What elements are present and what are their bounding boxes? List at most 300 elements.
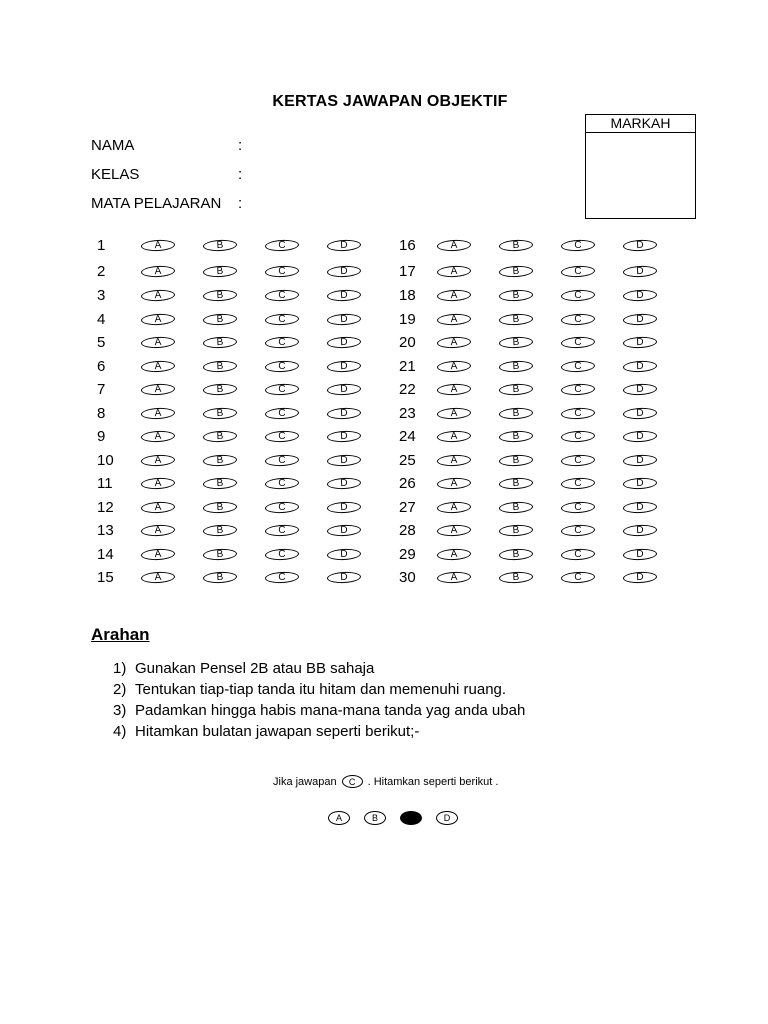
question-number: 19	[399, 311, 416, 328]
answer-bubble-c[interactable]	[265, 239, 300, 252]
answer-bubble-b[interactable]	[203, 289, 238, 302]
bubble-letter: C	[278, 360, 286, 372]
answer-bubble-d[interactable]	[327, 360, 362, 373]
field-label-mata-pelajaran: MATA PELAJARAN	[91, 195, 222, 212]
answer-bubble-d[interactable]	[623, 454, 658, 467]
bubble-letter: A	[450, 360, 458, 372]
bubble-letter: A	[450, 477, 458, 489]
bubble-letter: A	[154, 265, 162, 277]
bubble-letter: D	[636, 454, 644, 466]
answer-bubble-b[interactable]	[499, 524, 534, 537]
bubble-letter: B	[512, 548, 520, 560]
bubble-letter: D	[340, 360, 348, 372]
answer-bubble-a[interactable]	[437, 239, 472, 252]
question-number: 29	[399, 546, 416, 563]
answer-bubble-a[interactable]	[141, 265, 176, 278]
bubble-letter: D	[340, 383, 348, 395]
answer-bubble-a[interactable]	[141, 454, 176, 467]
question-number: 26	[399, 475, 416, 492]
question-number: 15	[97, 569, 114, 586]
answer-bubble-b[interactable]	[203, 524, 238, 537]
bubble-letter: C	[574, 571, 582, 583]
answer-bubble-a[interactable]	[141, 430, 176, 443]
bubble-letter: C	[574, 501, 582, 513]
question-number: 8	[97, 405, 106, 422]
answer-bubble-a[interactable]	[437, 454, 472, 467]
bubble-letter: A	[154, 477, 162, 489]
answer-bubble-b[interactable]	[203, 548, 238, 561]
answer-bubble-a[interactable]	[141, 289, 176, 302]
bubble-letter: C	[574, 477, 582, 489]
bubble-letter: D	[636, 265, 644, 277]
answer-bubble-b[interactable]	[499, 289, 534, 302]
answer-bubble-d[interactable]	[327, 430, 362, 443]
bubble-letter: A	[450, 501, 458, 513]
question-number: 13	[97, 522, 114, 539]
answer-bubble-d[interactable]	[327, 265, 362, 278]
answer-bubble-c[interactable]	[265, 477, 300, 490]
answer-bubble-a[interactable]	[437, 289, 472, 302]
answer-bubble-d[interactable]	[623, 477, 658, 490]
bubble-letter: A	[154, 430, 162, 442]
instruction-item	[113, 723, 419, 740]
bubble-letter: C	[278, 265, 286, 277]
bubble-letter: B	[216, 430, 224, 442]
demo-bubble-b	[364, 811, 386, 825]
bubble-letter: B	[512, 477, 520, 489]
bubble-letter: C	[574, 313, 582, 325]
bubble-letter: B	[216, 477, 224, 489]
question-number: 21	[399, 358, 416, 375]
answer-bubble-a[interactable]	[141, 239, 176, 252]
question-number: 2	[97, 263, 106, 280]
bubble-letter: A	[154, 501, 162, 513]
answer-bubble-b[interactable]	[203, 239, 238, 252]
instruction-item	[113, 702, 525, 719]
answer-bubble-d[interactable]	[623, 571, 658, 584]
markah-label: MARKAH	[586, 115, 695, 133]
bubble-letter: D	[636, 571, 644, 583]
example-line	[273, 775, 498, 788]
answer-bubble-b[interactable]	[203, 454, 238, 467]
bubble-letter: B	[512, 430, 520, 442]
answer-bubble-b[interactable]	[203, 477, 238, 490]
answer-bubble-c[interactable]	[265, 454, 300, 467]
answer-bubble-c[interactable]	[265, 336, 300, 349]
bubble-letter: D	[636, 336, 644, 348]
answer-bubble-d[interactable]	[623, 548, 658, 561]
field-colon-mata-pelajaran: :	[238, 195, 243, 212]
bubble-letter: A	[450, 313, 458, 325]
answer-bubble-c[interactable]	[265, 265, 300, 278]
answer-bubble-d[interactable]	[327, 477, 362, 490]
answer-bubble-a[interactable]	[437, 548, 472, 561]
bubble-letter: D	[636, 239, 644, 251]
answer-bubble-b[interactable]	[203, 571, 238, 584]
bubble-letter: D	[340, 524, 348, 536]
bubble-letter: B	[512, 336, 520, 348]
answer-bubble-d[interactable]	[327, 239, 362, 252]
question-number: 23	[399, 405, 416, 422]
bubble-letter: D	[636, 430, 644, 442]
bubble-letter: D	[340, 336, 348, 348]
answer-bubble-a[interactable]	[141, 383, 176, 396]
question-number: 7	[97, 381, 106, 398]
answer-bubble-b[interactable]	[499, 430, 534, 443]
bubble-letter: D	[340, 477, 348, 489]
bubble-letter: A	[450, 524, 458, 536]
answer-bubble-b[interactable]	[499, 477, 534, 490]
answer-bubble-c[interactable]	[561, 383, 596, 396]
answer-bubble-d[interactable]	[623, 265, 658, 278]
answer-bubble-b[interactable]	[203, 407, 238, 420]
question-number: 9	[97, 428, 106, 445]
answer-bubble-b[interactable]	[203, 501, 238, 514]
bubble-letter: C	[278, 430, 286, 442]
demo-bubble-a	[328, 811, 350, 825]
answer-bubble-c[interactable]	[561, 360, 596, 373]
answer-bubble-d[interactable]	[623, 336, 658, 349]
bubble-letter: D	[636, 407, 644, 419]
demo-bubble-c-filled	[400, 811, 422, 825]
demo-letter: A	[335, 813, 342, 823]
answer-bubble-a[interactable]	[437, 407, 472, 420]
bubble-letter: A	[450, 383, 458, 395]
answer-bubble-c[interactable]	[265, 571, 300, 584]
markah-box	[585, 114, 696, 219]
answer-bubble-a[interactable]	[437, 313, 472, 326]
example-answer-bubble	[342, 775, 363, 788]
bubble-letter: A	[450, 571, 458, 583]
answer-bubble-a[interactable]	[437, 477, 472, 490]
instruction-item	[113, 660, 374, 677]
answer-bubble-b[interactable]	[499, 360, 534, 373]
bubble-letter: C	[574, 524, 582, 536]
bubble-letter: A	[154, 524, 162, 536]
example-prefix: Jika jawapan	[273, 775, 337, 788]
question-number: 16	[399, 237, 416, 254]
bubble-letter: A	[450, 239, 458, 251]
answer-bubble-c[interactable]	[265, 524, 300, 537]
answer-bubble-c[interactable]	[561, 265, 596, 278]
bubble-letter: B	[216, 360, 224, 372]
answer-bubble-d[interactable]	[327, 524, 362, 537]
bubble-letter: C	[574, 383, 582, 395]
bubble-letter: B	[216, 524, 224, 536]
answer-bubble-a[interactable]	[141, 313, 176, 326]
question-number: 4	[97, 311, 106, 328]
answer-bubble-d[interactable]	[623, 383, 658, 396]
field-colon-kelas: :	[238, 166, 243, 183]
bubble-letter: B	[216, 571, 224, 583]
bubble-letter: C	[574, 289, 582, 301]
bubble-letter: A	[154, 239, 162, 251]
answer-bubble-a[interactable]	[437, 336, 472, 349]
bubble-letter: B	[216, 407, 224, 419]
answer-bubble-a[interactable]	[141, 336, 176, 349]
bubble-letter: A	[154, 407, 162, 419]
bubble-letter: B	[512, 571, 520, 583]
question-number: 27	[399, 499, 416, 516]
instruction-number: 2)	[113, 681, 127, 698]
answer-bubble-d[interactable]	[623, 407, 658, 420]
answer-bubble-c[interactable]	[561, 289, 596, 302]
markah-score-area[interactable]	[586, 133, 695, 218]
bubble-letter: C	[278, 524, 286, 536]
bubble-letter: B	[512, 524, 520, 536]
bubble-letter: B	[512, 407, 520, 419]
answer-bubble-c[interactable]	[265, 501, 300, 514]
question-number: 3	[97, 287, 106, 304]
answer-bubble-b[interactable]	[499, 336, 534, 349]
answer-bubble-b[interactable]	[499, 454, 534, 467]
answer-bubble-d[interactable]	[327, 383, 362, 396]
answer-bubble-b[interactable]	[499, 239, 534, 252]
answer-bubble-a[interactable]	[437, 571, 472, 584]
answer-bubble-a[interactable]	[437, 265, 472, 278]
bubble-letter: D	[340, 407, 348, 419]
answer-bubble-d[interactable]	[327, 548, 362, 561]
question-number: 12	[97, 499, 114, 516]
question-number: 17	[399, 263, 416, 280]
answer-bubble-a[interactable]	[141, 407, 176, 420]
bubble-letter: A	[450, 430, 458, 442]
bubble-letter: B	[512, 501, 520, 513]
question-number: 5	[97, 334, 106, 351]
question-number: 24	[399, 428, 416, 445]
question-number: 14	[97, 546, 114, 563]
answer-bubble-a[interactable]	[437, 524, 472, 537]
bubble-letter: A	[154, 454, 162, 466]
bubble-letter: A	[450, 454, 458, 466]
bubble-letter: C	[574, 239, 582, 251]
bubble-letter: B	[216, 383, 224, 395]
bubble-letter: C	[574, 548, 582, 560]
bubble-letter: C	[574, 360, 582, 372]
answer-bubble-c[interactable]	[561, 407, 596, 420]
instruction-text: Hitamkan bulatan jawapan seperti berikut;-	[135, 723, 420, 740]
bubble-letter: B	[512, 454, 520, 466]
answer-bubble-a[interactable]	[437, 360, 472, 373]
bubble-letter: C	[278, 477, 286, 489]
bubble-letter: A	[154, 313, 162, 325]
bubble-letter: B	[216, 265, 224, 277]
instruction-text: Tentukan tiap-tiap tanda itu hitam dan memenuhi ruang.	[135, 681, 507, 698]
bubble-letter: A	[154, 289, 162, 301]
bubble-letter: D	[340, 313, 348, 325]
bubble-letter: C	[574, 265, 582, 277]
bubble-letter: C	[278, 289, 286, 301]
answer-bubble-c[interactable]	[561, 454, 596, 467]
question-number: 30	[399, 569, 416, 586]
answer-bubble-d[interactable]	[327, 501, 362, 514]
bubble-letter: B	[512, 289, 520, 301]
example-suffix: . Hitamkan seperti berikut .	[367, 775, 499, 788]
bubble-letter: B	[216, 501, 224, 513]
answer-bubble-d[interactable]	[327, 289, 362, 302]
answer-bubble-c[interactable]	[265, 407, 300, 420]
bubble-letter: B	[512, 313, 520, 325]
bubble-letter: C	[278, 336, 286, 348]
bubble-letter: C	[574, 407, 582, 419]
bubble-letter: B	[216, 454, 224, 466]
bubble-letter: D	[636, 289, 644, 301]
answer-bubble-c[interactable]	[561, 430, 596, 443]
demo-letter: D	[443, 813, 451, 823]
answer-bubble-b[interactable]	[499, 265, 534, 278]
answer-bubble-d[interactable]	[327, 571, 362, 584]
answer-bubble-c[interactable]	[265, 360, 300, 373]
answer-bubble-c[interactable]	[561, 477, 596, 490]
answer-bubble-c[interactable]	[561, 239, 596, 252]
bubble-letter: D	[636, 548, 644, 560]
answer-bubble-c[interactable]	[561, 313, 596, 326]
answer-bubble-d[interactable]	[623, 289, 658, 302]
bubble-letter: A	[154, 571, 162, 583]
answer-bubble-a[interactable]	[141, 548, 176, 561]
answer-bubble-a[interactable]	[437, 501, 472, 514]
bubble-letter: B	[216, 239, 224, 251]
bubble-letter: D	[636, 501, 644, 513]
answer-bubble-b[interactable]	[203, 430, 238, 443]
instruction-number: 3)	[113, 702, 127, 719]
answer-bubble-d[interactable]	[623, 430, 658, 443]
answer-bubble-a[interactable]	[141, 571, 176, 584]
field-colon-nama: :	[238, 137, 243, 154]
answer-bubble-b[interactable]	[203, 313, 238, 326]
answer-bubble-d[interactable]	[327, 454, 362, 467]
answer-bubble-b[interactable]	[499, 383, 534, 396]
bubble-letter: D	[340, 289, 348, 301]
answer-bubble-d[interactable]	[623, 524, 658, 537]
bubble-letter: B	[216, 289, 224, 301]
bubble-letter: D	[340, 571, 348, 583]
question-number: 22	[399, 381, 416, 398]
answer-bubble-c[interactable]	[265, 548, 300, 561]
bubble-letter: B	[216, 313, 224, 325]
answer-bubble-c[interactable]	[265, 383, 300, 396]
answer-bubble-b[interactable]	[499, 501, 534, 514]
answer-bubble-d[interactable]	[623, 239, 658, 252]
bubble-letter: A	[154, 548, 162, 560]
bubble-letter: B	[216, 336, 224, 348]
bubble-letter: C	[278, 454, 286, 466]
answer-bubble-c[interactable]	[561, 501, 596, 514]
bubble-letter: B	[512, 383, 520, 395]
question-number: 28	[399, 522, 416, 539]
answer-bubble-a[interactable]	[141, 501, 176, 514]
answer-bubble-c[interactable]	[561, 336, 596, 349]
instruction-number: 4)	[113, 723, 127, 740]
answer-bubble-b[interactable]	[203, 360, 238, 373]
bubble-letter: D	[636, 313, 644, 325]
question-number: 18	[399, 287, 416, 304]
answer-bubble-d[interactable]	[623, 501, 658, 514]
bubble-letter: C	[278, 548, 286, 560]
bubble-letter: D	[636, 383, 644, 395]
bubble-letter: D	[340, 265, 348, 277]
field-label-kelas: KELAS	[91, 166, 140, 183]
bubble-letter: D	[340, 501, 348, 513]
question-number: 25	[399, 452, 416, 469]
answer-bubble-c[interactable]	[265, 430, 300, 443]
bubble-letter: D	[340, 454, 348, 466]
answer-bubble-b[interactable]	[499, 407, 534, 420]
instruction-number: 1)	[113, 660, 127, 677]
demo-bubble-d	[436, 811, 458, 825]
example-answer-letter: C	[348, 776, 356, 787]
demo-letter: C	[407, 813, 415, 823]
bubble-letter: A	[450, 289, 458, 301]
bubble-letter: D	[340, 239, 348, 251]
answer-bubble-a[interactable]	[437, 383, 472, 396]
bubble-letter: C	[278, 383, 286, 395]
bubble-letter: B	[512, 265, 520, 277]
answer-bubble-a[interactable]	[141, 524, 176, 537]
answer-bubble-b[interactable]	[499, 571, 534, 584]
bubble-letter: C	[574, 454, 582, 466]
answer-bubble-c[interactable]	[265, 313, 300, 326]
answer-bubble-c[interactable]	[561, 524, 596, 537]
demo-letter: B	[371, 813, 378, 823]
instructions-heading: Arahan	[91, 625, 150, 644]
answer-bubble-d[interactable]	[327, 336, 362, 349]
field-label-nama: NAMA	[91, 137, 135, 154]
bubble-letter: D	[340, 430, 348, 442]
instruction-text: Padamkan hingga habis mana-mana tanda yag anda ubah	[135, 702, 526, 719]
answer-bubble-c[interactable]	[561, 548, 596, 561]
bubble-letter: A	[450, 548, 458, 560]
bubble-letter: B	[216, 548, 224, 560]
bubble-letter: C	[574, 430, 582, 442]
answer-bubble-d[interactable]	[623, 313, 658, 326]
answer-bubble-c[interactable]	[561, 571, 596, 584]
bubble-letter: B	[512, 239, 520, 251]
answer-bubble-d[interactable]	[623, 360, 658, 373]
bubble-letter: A	[154, 336, 162, 348]
bubble-letter: C	[278, 571, 286, 583]
question-number: 1	[97, 237, 106, 254]
answer-bubble-d[interactable]	[327, 313, 362, 326]
question-number: 6	[97, 358, 106, 375]
bubble-letter: A	[450, 265, 458, 277]
bubble-letter: D	[636, 360, 644, 372]
answer-bubble-b[interactable]	[203, 265, 238, 278]
answer-bubble-d[interactable]	[327, 407, 362, 420]
instruction-item	[113, 681, 506, 698]
answer-bubble-b[interactable]	[203, 383, 238, 396]
answer-bubble-a[interactable]	[141, 477, 176, 490]
bubble-letter: A	[450, 407, 458, 419]
bubble-letter: C	[278, 501, 286, 513]
question-number: 10	[97, 452, 114, 469]
bubble-letter: A	[450, 336, 458, 348]
question-number: 20	[399, 334, 416, 351]
bubble-letter: C	[574, 336, 582, 348]
answer-bubble-a[interactable]	[141, 360, 176, 373]
answer-bubble-a[interactable]	[437, 430, 472, 443]
answer-bubble-c[interactable]	[265, 289, 300, 302]
question-number: 11	[97, 475, 113, 492]
answer-bubble-b[interactable]	[203, 336, 238, 349]
page-title: KERTAS JAWAPAN OBJEKTIF	[272, 93, 508, 110]
answer-bubble-b[interactable]	[499, 313, 534, 326]
bubble-letter: C	[278, 313, 286, 325]
bubble-letter: C	[278, 407, 286, 419]
instruction-text: Gunakan Pensel 2B atau BB sahaja	[135, 660, 375, 677]
bubble-letter: D	[340, 548, 348, 560]
answer-bubble-b[interactable]	[499, 548, 534, 561]
